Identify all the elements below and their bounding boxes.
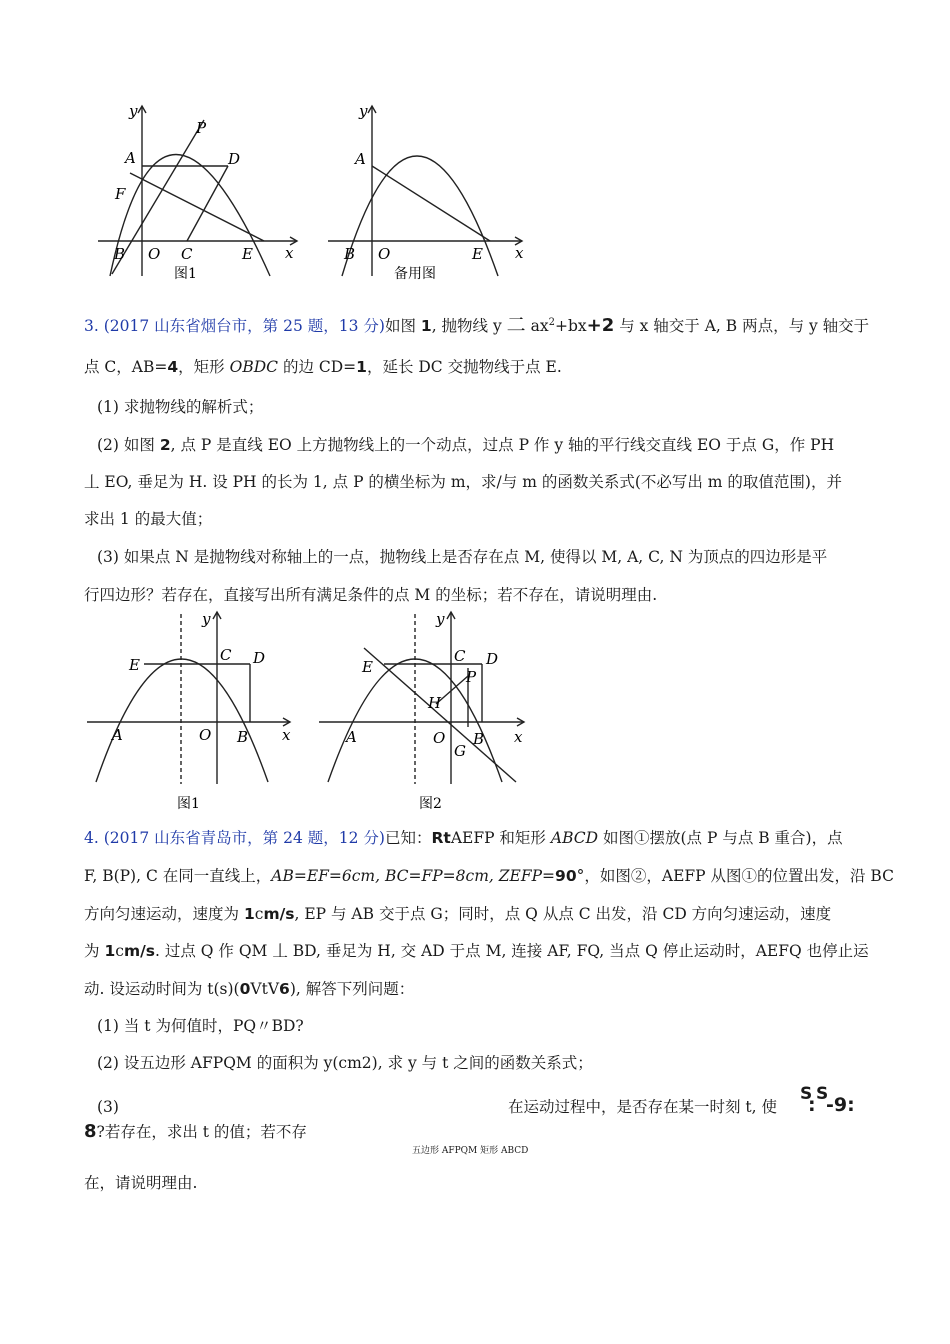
q3-value: 4 [167,358,179,376]
q3-text: ，矩形 [178,358,225,376]
label-O: O [148,245,161,263]
q3-line-2 [84,356,562,378]
q3-number: 3. [84,317,99,336]
label-A: A [112,726,123,744]
q4-text: VtV [250,980,280,998]
q4-ratio-value: -9: [826,1094,855,1116]
q4-part-3-num: (3) [97,1098,119,1116]
label-P: P [466,668,477,686]
q3-text: 点 C，AB= [84,358,168,376]
label-D: D [253,649,266,667]
label-A: A [355,150,366,168]
caption-fig1: 图1 [177,796,200,812]
q4-value: 90 [555,867,577,885]
figure-q3-fig1 [84,604,299,814]
label-C: C [454,647,466,665]
q4-line-3 [84,903,831,925]
q4-value: 1 [104,942,116,960]
label-y: y [202,610,211,628]
q4-line-1 [84,827,843,849]
q3-part-1: (1) 求抛物线的解析式； [97,398,264,416]
q4-angle: ZEFP= [498,867,556,885]
label-O: O [433,729,446,747]
label-B: B [344,245,356,263]
label-E: E [242,245,253,263]
q4-text: ), 解答下列问题： [289,980,415,998]
q3-fig-ref: 2 [159,436,171,454]
q4-text: ?若存在，求出 t 的值；若不存 [96,1123,307,1141]
q3-part-3: (3) 如果点 N 是抛物线对称轴上的一点，抛物线上是否存在点 M, 使得以 M, A, C, N 为顶点的四边形是平 [97,548,828,566]
q3-exponent: 2 [548,317,555,328]
q4-value: 0 [239,980,251,998]
label-x: x [282,726,291,744]
label-B: B [114,245,126,263]
q4-text: 方向匀速运动，速度为 [84,905,240,923]
q4-ratio-s2: S [816,1084,829,1104]
label-H: H [428,694,442,712]
q3-text: ax [530,317,549,336]
q3-const: +2 [586,315,615,337]
q3-eq-sign: 二 [506,314,526,337]
label-y: y [129,102,138,120]
q3-text: 的边 CD= [282,358,357,376]
q4-part-3-cont [84,1121,307,1143]
q3-text: , 抛物线 y [431,317,502,336]
label-C: C [220,646,232,664]
label-A: A [346,728,357,746]
q4-text: , EP 与 AB 交于点 G；同时，点 Q 从点 C 出发，沿 CD 方向匀速运动，速度 [294,905,832,923]
q4-line-2 [84,865,894,887]
q4-text: 已知： [384,829,432,847]
q3-value: 1 [356,358,367,376]
figure-q3-fig2 [316,604,536,814]
q4-part-2: (2) 设五边形 AFPQM 的面积为 y(cm2), 求 y 与 t 之间的函数关系式； [97,1054,593,1072]
label-y: y [436,610,445,628]
q3-text: 与 x 轴交于 A, B 两点，与 y 轴交于 [619,317,870,336]
q3-text: +bx [554,317,587,336]
q3-part-3-cont: 行四边形？若存在，直接写出所有满足条件的点 M 的坐标；若不存在，请说明理由. [84,586,658,604]
q3-text: ，延长 DC 交抛物线于点 E. [366,358,562,376]
q4-text: AEFP 和矩形 [450,829,546,847]
label-E: E [362,658,373,676]
label-D: D [486,650,499,668]
label-E: E [129,656,140,674]
figure-q-prev-fig1 [92,98,304,286]
q4-part-1: (1) 当 t 为何值时，PQ〃BD? [97,1017,304,1035]
q4-part-3-text [508,1096,777,1118]
label-B: B [237,728,249,746]
q4-number: 4. [84,829,99,847]
q3-fig-ref: 1 [420,317,432,336]
caption-fig2: 备用图 [394,266,436,282]
q4-unit: m/s [263,905,295,923]
q4-unit: m/s [123,942,155,960]
q3-text: 如图 [384,317,416,336]
q3-line-1 [84,312,869,337]
q3-part-2-cont: 丄 EO, 垂足为 H. 设 PH 的长为 1, 点 P 的横坐标为 m，求/与 m 的函数关系式(不必写出 m 的取值范围)，并 [84,473,842,491]
caption-fig2: 图2 [419,796,442,812]
q3-text: , 点 P 是直线 EO 上方抛物线上的一个动点，过点 P 作 y 轴的平行线交直线 EO 于点 G，作 PH [170,436,835,454]
label-G: G [454,742,466,760]
q3-source: (2017 山东省烟台市，第 25 题，13 分) [103,317,385,336]
label-y: y [359,102,368,120]
label-O: O [199,726,212,744]
label-B: B [473,730,485,748]
q4-rect-name: ABCD [550,829,599,847]
q4-text: c [254,905,264,923]
q4-line-5 [84,978,414,1000]
q4-ratio-colon: : [808,1094,816,1116]
label-P: P [196,119,207,137]
q4-ratio-s1: S [800,1084,813,1104]
label-x: x [515,244,524,262]
q4-lengths: AB=EF=6cm, BC=FP=8cm, [271,867,494,885]
q4-value: 1 [243,905,255,923]
q3-part-2-cont2: 求出 1 的最大值； [84,510,213,528]
q4-text: 为 [84,942,100,960]
q4-text: 在运动过程中，是否存在某一时刻 t, 使 [508,1098,778,1116]
figure-q-prev-fig2 [322,98,532,286]
label-O: O [378,245,391,263]
q4-text: F, B(P), C 在同一直线上， [84,867,272,885]
label-E: E [472,245,483,263]
q4-text: 如图①摆放(点 P 与点 B 重合)，点 [602,829,843,847]
q4-text: c [115,942,124,960]
caption-fig1: 图1 [174,266,197,282]
label-x: x [514,728,523,746]
q4-text: °，如图②，AEFP 从图①的位置出发，沿 BC [576,867,894,885]
label-A: A [125,149,136,167]
label-x: x [285,244,294,262]
q4-text: 动. 设运动时间为 t(s)( [84,980,240,998]
q4-part-3-end: 在，请说明理由. [84,1174,198,1192]
q4-value: 6 [279,980,290,998]
q3-text: (2) 如图 [97,436,155,454]
q4-ratio-subscript: 五边形 AFPQM 矩形 ABCD [412,1146,529,1156]
q3-part-2 [97,434,834,456]
q4-ratio-value-2: 8 [84,1121,97,1142]
label-F: F [115,185,126,203]
q3-rect-name: OBDC [229,358,278,376]
q4-rt: Rt [431,829,451,847]
q4-source: (2017 山东省青岛市，第 24 题，12 分) [103,829,385,847]
label-D: D [228,150,241,168]
label-C: C [181,245,193,263]
q4-line-4 [84,940,869,962]
q4-text: . 过点 Q 作 QM 丄 BD, 垂足为 H, 交 AD 于点 M, 连接 AF, FQ, 当点 Q 停止运动时，AEFQ 也停止运 [154,942,869,960]
